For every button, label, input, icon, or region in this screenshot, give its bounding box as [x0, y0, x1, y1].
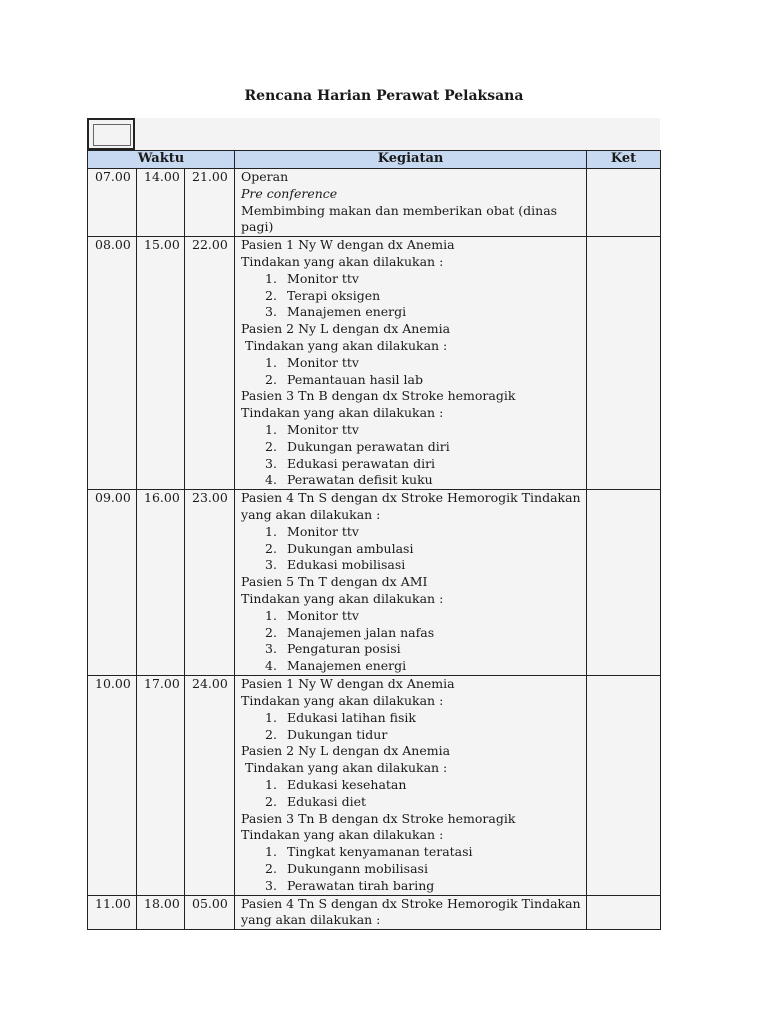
list-item: 1. Edukasi kesehatan [265, 776, 407, 792]
time-cell-1: 09.00 [88, 490, 137, 676]
action-label: Tindakan yang akan dilakukan : [241, 253, 444, 269]
time-cell-3: 24.00 [185, 676, 235, 895]
action-label: Tindakan yang akan dilakukan : [241, 337, 448, 353]
header-waktu: Waktu [88, 151, 235, 169]
time-cell-1: 11.00 [88, 895, 137, 930]
patient-heading: Pasien 1 Ny W dengan dx Anemia [241, 237, 455, 253]
activity-line: Membimbing makan dan memberikan obat (dinas pagi) [241, 202, 558, 235]
patient-heading: Pasien 5 Tn T dengan dx AMI [241, 574, 428, 590]
list-item: 3. Manajemen energi [265, 304, 407, 320]
action-list [241, 524, 583, 574]
action-list [241, 422, 583, 489]
activity-cell [235, 895, 587, 930]
time-cell-3: 23.00 [185, 490, 235, 676]
list-item: 3. Perawatan tirah baring [265, 877, 435, 893]
list-item: 3. Edukasi perawatan diri [265, 455, 436, 471]
list-item: 3. Pengaturan posisi [265, 641, 401, 657]
table-row [88, 490, 661, 676]
ket-cell [587, 676, 661, 895]
action-list [241, 777, 583, 811]
list-item: 2. Dukungan ambulasi [265, 540, 414, 556]
table-row [88, 895, 661, 930]
patient-heading: Pasien 3 Tn B dengan dx Stroke hemoragik [241, 388, 516, 404]
time-cell-1: 10.00 [88, 676, 137, 895]
time-cell-2: 16.00 [137, 490, 185, 676]
list-item: 1. Monitor ttv [265, 354, 359, 370]
ket-cell [587, 237, 661, 490]
header-small-cell [87, 118, 135, 150]
list-item: 2. Edukasi diet [265, 793, 367, 809]
time-cell-2: 14.00 [137, 169, 185, 237]
action-list [241, 271, 583, 321]
action-label: Tindakan yang akan dilakukan : [241, 760, 448, 776]
list-item: 1. Monitor ttv [265, 270, 359, 286]
list-item: 3. Edukasi mobilisasi [265, 557, 406, 573]
list-item: 2. Terapi oksigen [265, 287, 381, 303]
time-cell-3: 22.00 [185, 237, 235, 490]
action-label: Tindakan yang akan dilakukan : [241, 590, 444, 606]
time-cell-1: 08.00 [88, 237, 137, 490]
activity-cell [235, 169, 587, 237]
action-list [241, 710, 583, 744]
ket-cell [587, 895, 661, 930]
list-item: 2. Dukungan perawatan diri [265, 438, 450, 454]
patient-heading: Pasien 2 Ny L dengan dx Anemia [241, 321, 451, 337]
schedule-table [87, 150, 661, 930]
time-cell-2: 17.00 [137, 676, 185, 895]
time-cell-1: 07.00 [88, 169, 137, 237]
activity-cell [235, 676, 587, 895]
list-item: 4. Manajemen energi [265, 658, 407, 674]
list-item: 1. Monitor ttv [265, 523, 359, 539]
time-cell-3: 05.00 [185, 895, 235, 930]
list-item: 2. Manajemen jalan nafas [265, 624, 435, 640]
table-row [88, 169, 661, 237]
activity-cell [235, 237, 587, 490]
ket-cell [587, 169, 661, 237]
ket-cell [587, 490, 661, 676]
time-cell-2: 15.00 [137, 237, 185, 490]
page-title: Rencana Harian Perawat Pelaksana [244, 88, 524, 104]
table-header-row [88, 151, 661, 169]
table-row [88, 676, 661, 895]
list-item: 2. Pemantauan hasil lab [265, 371, 423, 387]
activity-line: Operan [241, 169, 289, 184]
list-item: 4. Perawatan defisit kuku [265, 472, 433, 488]
patient-heading: Pasien 4 Tn S dengan dx Stroke Hemorogik Tindakan yang akan dilakukan : [241, 490, 581, 522]
list-item: 1. Monitor ttv [265, 421, 359, 437]
list-item: 2. Dukungan tidur [265, 726, 388, 742]
activity-line: Pre conference [241, 185, 338, 201]
header-kegiatan: Kegiatan [235, 151, 587, 169]
action-list [241, 844, 583, 894]
list-item: 2. Dukungann mobilisasi [265, 860, 428, 876]
action-list [241, 608, 583, 675]
header-ket: Ket [587, 151, 661, 169]
table-row [88, 237, 661, 490]
patient-heading: Pasien 3 Tn B dengan dx Stroke hemoragik [241, 810, 516, 826]
patient-heading: Pasien 1 Ny W dengan dx Anemia [241, 676, 455, 692]
list-item: 1. Tingkat kenyamanan teratasi [265, 844, 473, 860]
time-cell-3: 21.00 [185, 169, 235, 237]
activity-cell [235, 490, 587, 676]
action-label: Tindakan yang akan dilakukan : [241, 692, 444, 708]
action-label: Tindakan yang akan dilakukan : [241, 405, 444, 421]
patient-heading: Pasien 4 Tn S dengan dx Stroke Hemorogik Tindakan yang akan dilakukan : [241, 895, 581, 928]
list-item: 1. Edukasi latihan fisik [265, 709, 416, 725]
list-item: 1. Monitor ttv [265, 607, 359, 623]
action-list [241, 355, 583, 389]
action-label: Tindakan yang akan dilakukan : [241, 827, 444, 843]
time-cell-2: 18.00 [137, 895, 185, 930]
header-box [87, 118, 660, 150]
patient-heading: Pasien 2 Ny L dengan dx Anemia [241, 743, 451, 759]
